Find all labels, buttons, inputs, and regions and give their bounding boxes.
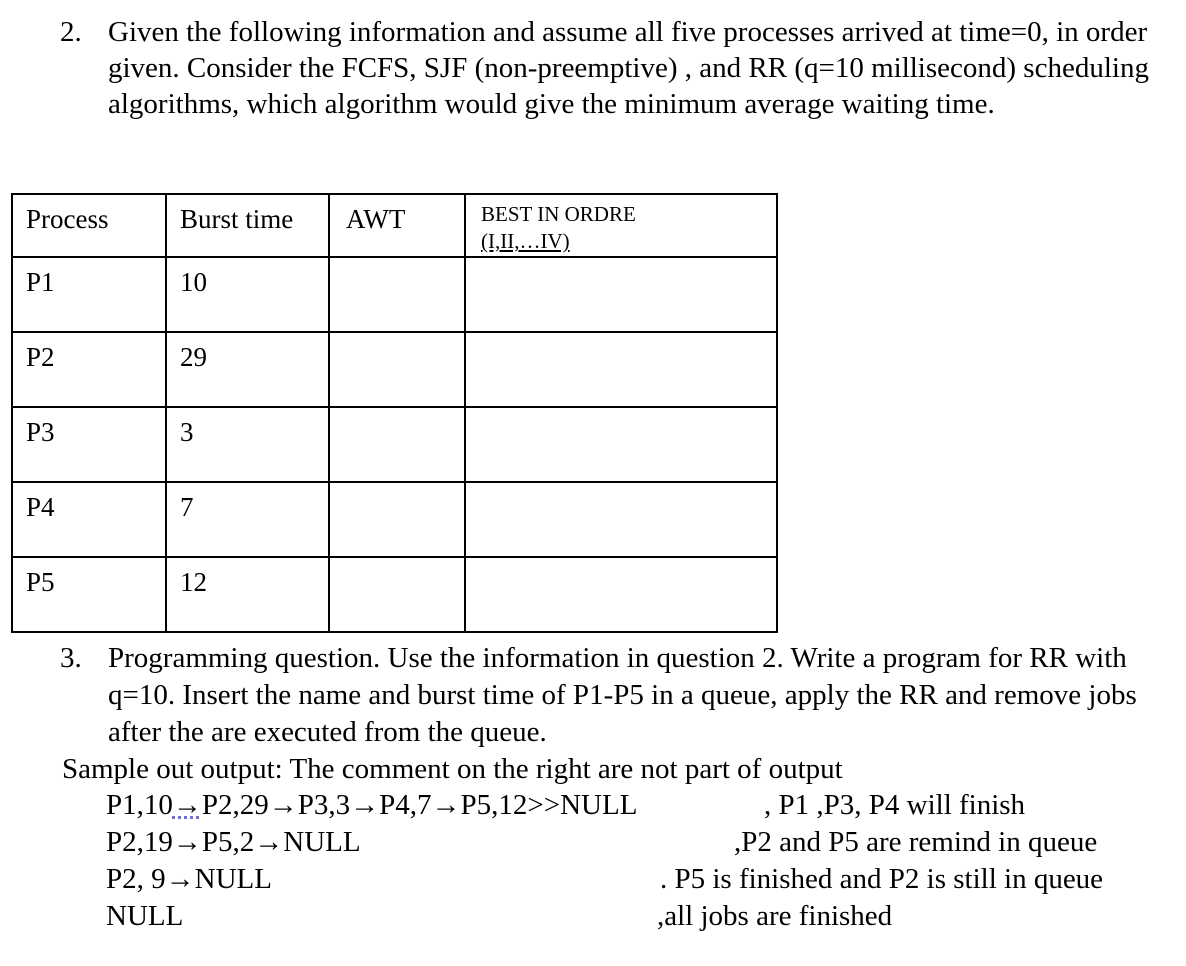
cell-awt <box>329 332 465 407</box>
cell-awt <box>329 557 465 632</box>
table-row <box>12 332 777 407</box>
comment-line-4: ,all jobs are finished <box>657 900 893 932</box>
comment-line-1: , P1 ,P3, P4 will finish <box>764 789 1026 821</box>
dotted-arrow: → <box>172 789 202 821</box>
output-line-2: P2,19→P5,2→NULL <box>106 826 361 858</box>
comment-line-3: . P5 is finished and P2 is still in queue <box>660 863 1104 895</box>
cell-burst: 29 <box>166 332 329 407</box>
cell-burst: 7 <box>166 482 329 557</box>
table-header-row <box>12 194 777 257</box>
cell-process: P2 <box>12 332 166 407</box>
question-2-text: Given the following information and assume all five processes arrived at time=0, in order given. Consider the FCFS, SJF (non-preemptive) , and RR (q=10 millisecond) scheduling algorithms, which algorithm would give the minimum average waiting time. <box>108 16 1149 120</box>
question-3-text: Programming question. Use the information in question 2. Write a program for RR with q=10. Insert the name and burst time of P1-P5 in a queue, apply the RR and remove jobs after the are executed from the queue. <box>108 642 1137 748</box>
cell-process: P4 <box>12 482 166 557</box>
cell-best <box>465 407 777 482</box>
table-row <box>12 557 777 632</box>
table-row <box>12 482 777 557</box>
best-sublabel: (I,II,…IV) <box>481 229 570 253</box>
cell-best <box>465 482 777 557</box>
cell-process: P1 <box>12 257 166 332</box>
header-awt: AWT <box>329 194 465 257</box>
cell-awt <box>329 407 465 482</box>
table-row <box>12 257 777 332</box>
comment-line-2: ,P2 and P5 are remind in queue <box>734 826 1098 858</box>
question-3-number: 3. <box>60 642 82 674</box>
cell-best <box>465 332 777 407</box>
cell-burst: 3 <box>166 407 329 482</box>
cell-awt <box>329 257 465 332</box>
cell-best <box>465 557 777 632</box>
question-2-number: 2. <box>60 16 82 48</box>
question-3 <box>60 640 1170 751</box>
process-table <box>11 193 778 633</box>
header-best-in-order <box>465 194 777 257</box>
cell-burst: 10 <box>166 257 329 332</box>
header-burst-time: Burst time <box>166 194 329 257</box>
cell-burst: 12 <box>166 557 329 632</box>
table-row <box>12 407 777 482</box>
cell-process: P5 <box>12 557 166 632</box>
cell-process: P3 <box>12 407 166 482</box>
sample-heading: Sample out output: The comment on the right are not part of output <box>62 753 843 785</box>
output-line-1: P1,10→P2,29→P3,3→P4,7→P5,12>>NULL <box>106 789 638 821</box>
cell-best <box>465 257 777 332</box>
cell-awt <box>329 482 465 557</box>
question-2 <box>60 14 1170 122</box>
best-label: BEST IN ORDRE <box>481 202 636 226</box>
header-process: Process <box>12 194 166 257</box>
output-line-4: NULL <box>106 900 184 932</box>
output-line-3: P2, 9→NULL <box>106 863 272 895</box>
